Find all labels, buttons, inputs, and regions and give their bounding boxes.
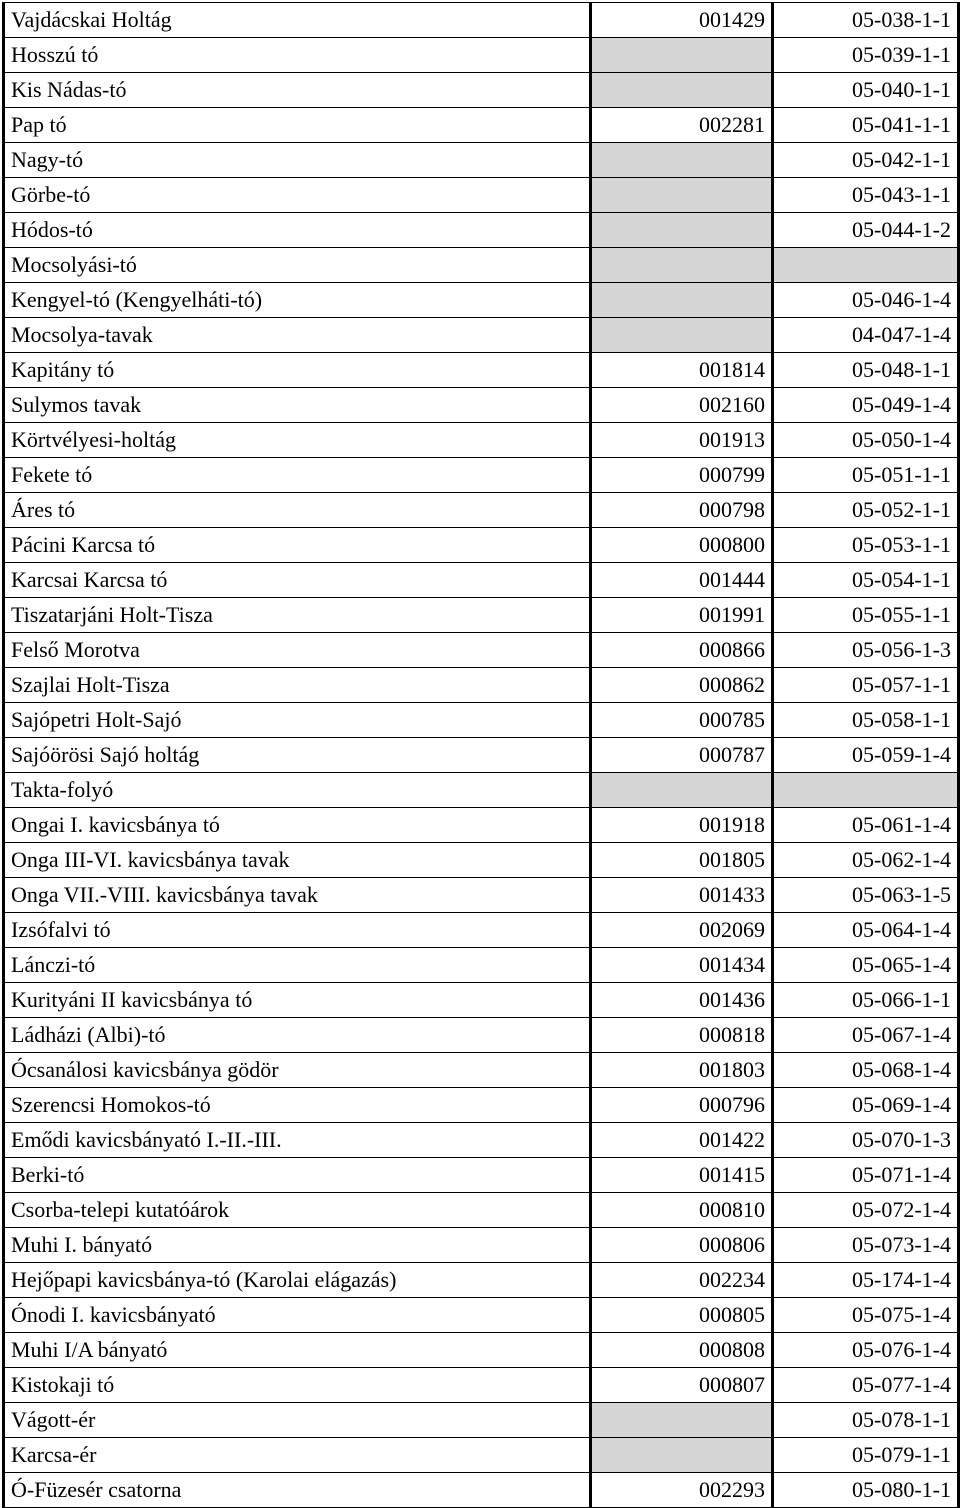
water-body-name-cell: Felső Morotva xyxy=(4,633,591,668)
water-body-code-cell: 000798 xyxy=(591,493,773,528)
water-body-id-cell: 05-075-1-4 xyxy=(773,1298,959,1333)
water-body-id-cell: 05-067-1-4 xyxy=(773,1018,959,1053)
water-body-name-cell: Hosszú tó xyxy=(4,38,591,73)
water-body-code-cell xyxy=(591,773,773,808)
table-row xyxy=(4,423,959,458)
water-body-name-cell: Onga VII.-VIII. kavicsbánya tavak xyxy=(4,878,591,913)
table-row xyxy=(4,1053,959,1088)
table-row xyxy=(4,528,959,563)
water-body-code-cell xyxy=(591,143,773,178)
water-body-name-cell: Ongai I. kavicsbánya tó xyxy=(4,808,591,843)
water-body-code-cell xyxy=(591,283,773,318)
water-body-name-cell: Körtvélyesi-holtág xyxy=(4,423,591,458)
water-body-id-cell: 05-068-1-4 xyxy=(773,1053,959,1088)
water-body-code-cell: 001991 xyxy=(591,598,773,633)
table-row xyxy=(4,773,959,808)
table-row xyxy=(4,353,959,388)
table-row xyxy=(4,1158,959,1193)
water-body-id-cell: 05-063-1-5 xyxy=(773,878,959,913)
water-body-code-cell: 000799 xyxy=(591,458,773,493)
water-body-name-cell: Kistokaji tó xyxy=(4,1368,591,1403)
water-body-code-cell: 000805 xyxy=(591,1298,773,1333)
water-body-code-cell xyxy=(591,213,773,248)
water-body-code-cell xyxy=(591,73,773,108)
water-body-code-cell: 000818 xyxy=(591,1018,773,1053)
water-body-name-cell: Hódos-tó xyxy=(4,213,591,248)
water-body-name-cell: Sajópetri Holt-Sajó xyxy=(4,703,591,738)
water-body-name-cell: Sulymos tavak xyxy=(4,388,591,423)
water-body-code-cell: 000796 xyxy=(591,1088,773,1123)
water-body-name-cell: Nagy-tó xyxy=(4,143,591,178)
water-body-name-cell: Berki-tó xyxy=(4,1158,591,1193)
water-body-code-cell: 001814 xyxy=(591,353,773,388)
water-body-name-cell: Karcsa-ér xyxy=(4,1438,591,1473)
table-row xyxy=(4,1263,959,1298)
water-body-code-cell: 001434 xyxy=(591,948,773,983)
water-body-id-cell: 05-077-1-4 xyxy=(773,1368,959,1403)
water-body-name-cell: Szajlai Holt-Tisza xyxy=(4,668,591,703)
table-row xyxy=(4,213,959,248)
table-row xyxy=(4,1228,959,1263)
water-body-id-cell: 05-055-1-1 xyxy=(773,598,959,633)
water-body-code-cell: 000808 xyxy=(591,1333,773,1368)
water-body-id-cell: 05-059-1-4 xyxy=(773,738,959,773)
water-body-name-cell: Ó-Füzesér csatorna xyxy=(4,1473,591,1508)
water-body-name-cell: Görbe-tó xyxy=(4,178,591,213)
water-body-name-cell: Kurityáni II kavicsbánya tó xyxy=(4,983,591,1018)
water-body-code-cell: 001913 xyxy=(591,423,773,458)
table-row xyxy=(4,1018,959,1053)
table-row xyxy=(4,3,959,38)
water-body-code-cell: 000806 xyxy=(591,1228,773,1263)
water-body-name-cell: Fekete tó xyxy=(4,458,591,493)
water-body-id-cell: 05-044-1-2 xyxy=(773,213,959,248)
water-body-id-cell: 05-070-1-3 xyxy=(773,1123,959,1158)
water-body-name-cell: Vajdácskai Holtág xyxy=(4,3,591,38)
table-row xyxy=(4,948,959,983)
water-body-code-cell: 001436 xyxy=(591,983,773,1018)
water-body-code-cell xyxy=(591,38,773,73)
water-body-code-cell: 000800 xyxy=(591,528,773,563)
water-body-id-cell: 05-042-1-1 xyxy=(773,143,959,178)
table-row xyxy=(4,1298,959,1333)
water-body-id-cell: 04-047-1-4 xyxy=(773,318,959,353)
water-body-name-cell: Kis Nádas-tó xyxy=(4,73,591,108)
table-row xyxy=(4,493,959,528)
water-body-code-cell xyxy=(591,1403,773,1438)
water-body-id-cell: 05-080-1-1 xyxy=(773,1473,959,1508)
table-row xyxy=(4,738,959,773)
table-row xyxy=(4,668,959,703)
table-row xyxy=(4,598,959,633)
table-row xyxy=(4,703,959,738)
water-body-id-cell: 05-072-1-4 xyxy=(773,1193,959,1228)
water-body-code-cell: 000862 xyxy=(591,668,773,703)
table-row xyxy=(4,633,959,668)
water-body-name-cell: Áres tó xyxy=(4,493,591,528)
table-row xyxy=(4,458,959,493)
water-body-name-cell: Ónodi I. kavicsbányató xyxy=(4,1298,591,1333)
table-row xyxy=(4,108,959,143)
water-body-id-cell: 05-049-1-4 xyxy=(773,388,959,423)
water-body-code-cell: 000785 xyxy=(591,703,773,738)
water-body-code-cell: 002234 xyxy=(591,1263,773,1298)
water-body-name-cell: Ócsanálosi kavicsbánya gödör xyxy=(4,1053,591,1088)
water-body-code-cell xyxy=(591,248,773,283)
water-body-name-cell: Izsófalvi tó xyxy=(4,913,591,948)
table-row xyxy=(4,563,959,598)
water-body-id-cell: 05-050-1-4 xyxy=(773,423,959,458)
table-body xyxy=(4,3,959,1508)
water-body-id-cell: 05-064-1-4 xyxy=(773,913,959,948)
water-body-name-cell: Onga III-VI. kavicsbánya tavak xyxy=(4,843,591,878)
water-body-id-cell: 05-051-1-1 xyxy=(773,458,959,493)
table-row xyxy=(4,38,959,73)
table-row xyxy=(4,878,959,913)
water-body-id-cell: 05-174-1-4 xyxy=(773,1263,959,1298)
water-body-code-cell xyxy=(591,318,773,353)
water-body-id-cell: 05-078-1-1 xyxy=(773,1403,959,1438)
table-row xyxy=(4,143,959,178)
water-body-id-cell xyxy=(773,773,959,808)
water-body-code-cell: 001429 xyxy=(591,3,773,38)
water-body-id-cell: 05-039-1-1 xyxy=(773,38,959,73)
water-body-id-cell: 05-058-1-1 xyxy=(773,703,959,738)
water-body-code-cell: 002293 xyxy=(591,1473,773,1508)
water-body-table xyxy=(2,2,960,1508)
table-row xyxy=(4,843,959,878)
table-row xyxy=(4,1403,959,1438)
water-body-id-cell: 05-079-1-1 xyxy=(773,1438,959,1473)
water-body-name-cell: Karcsai Karcsa tó xyxy=(4,563,591,598)
water-body-code-cell xyxy=(591,178,773,213)
water-body-name-cell: Tiszatarjáni Holt-Tisza xyxy=(4,598,591,633)
table-row xyxy=(4,1473,959,1508)
water-body-id-cell: 05-048-1-1 xyxy=(773,353,959,388)
table-row xyxy=(4,73,959,108)
table-row xyxy=(4,178,959,213)
water-body-id-cell: 05-056-1-3 xyxy=(773,633,959,668)
table-row xyxy=(4,1368,959,1403)
water-body-name-cell: Mocsolya-tavak xyxy=(4,318,591,353)
water-body-id-cell: 05-062-1-4 xyxy=(773,843,959,878)
water-body-code-cell: 000807 xyxy=(591,1368,773,1403)
water-body-id-cell: 05-043-1-1 xyxy=(773,178,959,213)
water-body-name-cell: Kapitány tó xyxy=(4,353,591,388)
water-body-code-cell: 000866 xyxy=(591,633,773,668)
water-body-name-cell: Csorba-telepi kutatóárok xyxy=(4,1193,591,1228)
water-body-id-cell: 05-066-1-1 xyxy=(773,983,959,1018)
water-body-name-cell: Takta-folyó xyxy=(4,773,591,808)
water-body-name-cell: Muhi I/A bányató xyxy=(4,1333,591,1368)
table-row xyxy=(4,808,959,843)
water-body-id-cell: 05-073-1-4 xyxy=(773,1228,959,1263)
water-body-code-cell: 001805 xyxy=(591,843,773,878)
table-row xyxy=(4,1193,959,1228)
water-body-id-cell: 05-071-1-4 xyxy=(773,1158,959,1193)
water-body-id-cell: 05-053-1-1 xyxy=(773,528,959,563)
water-body-name-cell: Pap tó xyxy=(4,108,591,143)
water-body-code-cell: 001433 xyxy=(591,878,773,913)
table-row xyxy=(4,1123,959,1158)
water-body-id-cell: 05-040-1-1 xyxy=(773,73,959,108)
table-row xyxy=(4,318,959,353)
table-row xyxy=(4,1088,959,1123)
table-row xyxy=(4,388,959,423)
table-row xyxy=(4,1333,959,1368)
table-row xyxy=(4,283,959,318)
water-body-name-cell: Lánczi-tó xyxy=(4,948,591,983)
water-body-name-cell: Emődi kavicsbányató I.-II.-III. xyxy=(4,1123,591,1158)
water-body-name-cell: Muhi I. bányató xyxy=(4,1228,591,1263)
water-body-name-cell: Hejőpapi kavicsbánya-tó (Karolai elágazás) xyxy=(4,1263,591,1298)
water-body-name-cell: Pácini Karcsa tó xyxy=(4,528,591,563)
water-body-name-cell: Szerencsi Homokos-tó xyxy=(4,1088,591,1123)
water-body-code-cell: 002160 xyxy=(591,388,773,423)
water-body-name-cell: Vágott-ér xyxy=(4,1403,591,1438)
water-body-id-cell: 05-038-1-1 xyxy=(773,3,959,38)
water-body-code-cell: 001444 xyxy=(591,563,773,598)
table-row xyxy=(4,913,959,948)
water-body-id-cell xyxy=(773,248,959,283)
water-body-code-cell: 000787 xyxy=(591,738,773,773)
table-row xyxy=(4,248,959,283)
table-row xyxy=(4,1438,959,1473)
water-body-name-cell: Ládházi (Albi)-tó xyxy=(4,1018,591,1053)
water-body-code-cell: 000810 xyxy=(591,1193,773,1228)
water-body-id-cell: 05-052-1-1 xyxy=(773,493,959,528)
water-body-code-cell: 002069 xyxy=(591,913,773,948)
water-body-id-cell: 05-054-1-1 xyxy=(773,563,959,598)
water-body-id-cell: 05-076-1-4 xyxy=(773,1333,959,1368)
water-body-code-cell: 001415 xyxy=(591,1158,773,1193)
water-body-name-cell: Mocsolyási-tó xyxy=(4,248,591,283)
water-body-name-cell: Kengyel-tó (Kengyelháti-tó) xyxy=(4,283,591,318)
water-body-id-cell: 05-069-1-4 xyxy=(773,1088,959,1123)
table-row xyxy=(4,983,959,1018)
water-body-id-cell: 05-041-1-1 xyxy=(773,108,959,143)
water-body-code-cell xyxy=(591,1438,773,1473)
water-body-code-cell: 001918 xyxy=(591,808,773,843)
water-body-code-cell: 001422 xyxy=(591,1123,773,1158)
water-body-id-cell: 05-046-1-4 xyxy=(773,283,959,318)
water-body-name-cell: Sajóörösi Sajó holtág xyxy=(4,738,591,773)
water-body-id-cell: 05-061-1-4 xyxy=(773,808,959,843)
water-body-code-cell: 001803 xyxy=(591,1053,773,1088)
water-body-id-cell: 05-057-1-1 xyxy=(773,668,959,703)
water-body-id-cell: 05-065-1-4 xyxy=(773,948,959,983)
water-body-code-cell: 002281 xyxy=(591,108,773,143)
